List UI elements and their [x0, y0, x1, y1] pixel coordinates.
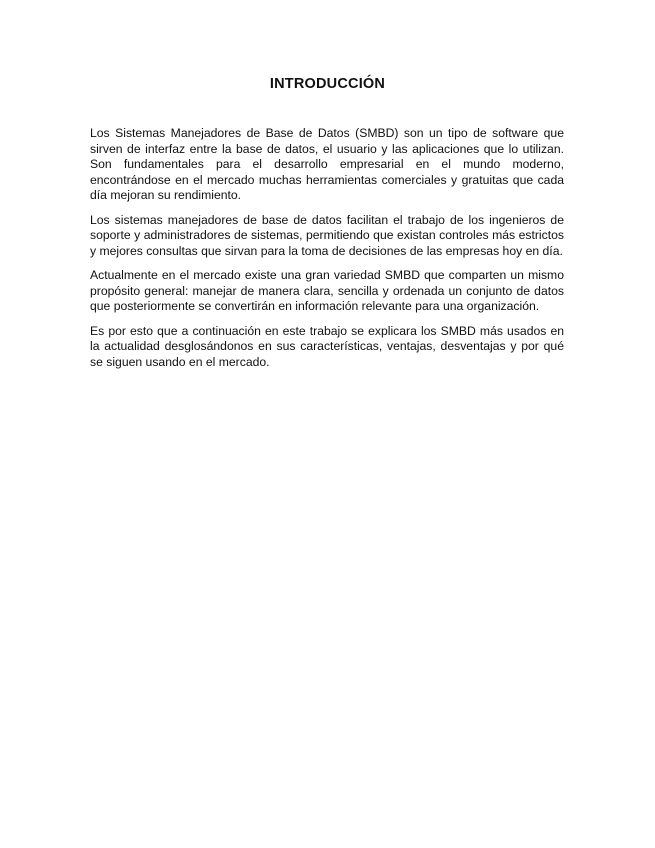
- paragraph-3: Actualmente en el mercado existe una gran variedad SMBD que comparten un mismo propósito general: manejar de manera clara, sencilla y ordenada un conjunto de datos que posteriormente se convertirán en información relevante para una organización.: [90, 268, 564, 313]
- paragraph-1: Los Sistemas Manejadores de Base de Datos (SMBD) son un tipo de software que sirven de interfaz entre la base de datos, el usuario y las aplicaciones que lo utilizan. Son fundamentales para el desarrollo empresarial en el mundo moderno, encontrándose en el mercado muchas herramientas comerciales y gratuitas que cada día mejoran su rendimiento.: [90, 126, 564, 202]
- paragraph-4: Es por esto que a continuación en este trabajo se explicara los SMBD más usados en la actualidad desglosándonos en sus características, ventajas, desventajas y por qué se siguen usando en el mercado.: [90, 323, 564, 369]
- document-body: [90, 126, 564, 379]
- page-title: INTRODUCCIÓN: [269, 76, 386, 92]
- paragraph-2: Los sistemas manejadores de base de datos facilitan el trabajo de los ingenieros de soporte y administradores de sistemas, permitiendo que existan controles más estrictos y mejores consultas que sirvan para la toma de decisiones de las empresas hoy en día.: [90, 212, 564, 258]
